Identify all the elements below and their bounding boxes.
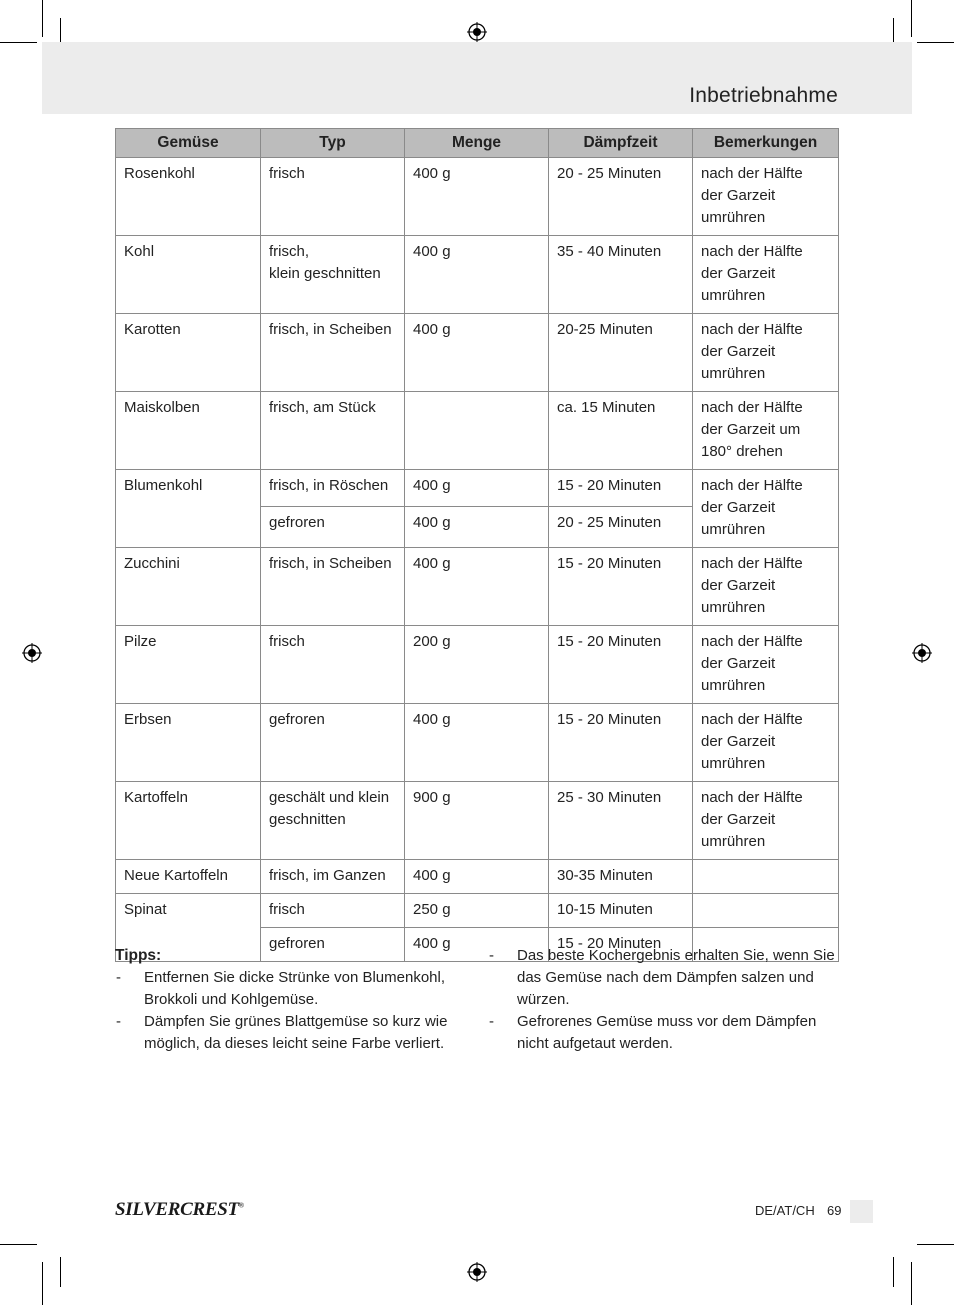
table-row [116,782,839,860]
cell-gemuese: Maiskolben [116,392,261,470]
page-number: 69 [827,1203,842,1218]
tip-item [115,1011,460,1055]
registration-mark-icon [22,643,42,663]
cell-gemuese: Erbsen [116,704,261,782]
crop-mark [0,1244,37,1245]
cell-zeit: 35 - 40 Minuten [549,236,693,314]
cell-typ: frisch [261,158,405,236]
cell-gemuese: Zucchini [116,548,261,626]
tip-text: Dämpfen Sie grünes Blattgemüse so kurz wie möglich, da dieses leicht seine Farbe verliert. [144,1013,448,1052]
cell-menge: 400 g [405,860,549,894]
cell-menge [405,392,549,470]
crop-mark [893,1257,894,1287]
cell-zeit: ca. 15 Minuten [549,392,693,470]
cell-typ: frisch, in Scheiben [261,548,405,626]
tips-left-column [115,945,460,1055]
tips-right-column [488,945,840,1055]
cell-menge: 400 g [405,236,549,314]
table-row [116,626,839,704]
cell-menge: 400 g [405,704,549,782]
steaming-table [115,128,839,962]
cell-menge: 250 g [405,894,549,928]
cell-typ: frisch, klein geschnitten [261,236,405,314]
cell-bemerkung: nach der Hälfte der Garzeit umrühren [693,158,839,236]
cell-zeit: 15 - 20 Minuten [549,928,693,962]
crop-mark [917,1244,954,1245]
table-header-row [116,129,839,158]
table-row [116,236,839,314]
cell-typ: gefroren [261,507,405,548]
cell-bemerkung [693,860,839,894]
cell-menge: 400 g [405,928,549,962]
cell-zeit: 15 - 20 Minuten [549,626,693,704]
tip-text: Das beste Kochergebnis erhalten Sie, wenn Sie das Gemüse nach dem Dämpfen salzen und würzen. [517,947,835,1008]
tip-item [488,945,840,1011]
logo-registered-mark: ® [238,1201,244,1210]
logo-text: SILVERCREST [115,1199,239,1220]
cell-gemuese: Blumenkohl [116,470,261,548]
tip-item [115,967,460,1011]
tips-title: Tipps: [115,947,162,964]
registration-mark-icon [467,1262,487,1282]
table-row [116,894,839,928]
page-title: Inbetriebnahme [689,84,838,107]
cell-bemerkung: nach der Hälfte der Garzeit um 180° drehen [693,392,839,470]
cell-menge: 400 g [405,507,549,548]
column-header-bemerkungen: Bemerkungen [693,129,839,158]
cell-typ: frisch, in Röschen [261,470,405,507]
cell-gemuese: Spinat [116,894,261,962]
crop-mark [60,1257,61,1287]
cell-bemerkung: nach der Hälfte der Garzeit umrühren [693,704,839,782]
cell-gemuese: Pilze [116,626,261,704]
cell-zeit: 20 - 25 Minuten [549,507,693,548]
cell-zeit: 20 - 25 Minuten [549,158,693,236]
column-header-daempfzeit: Dämpfzeit [549,129,693,158]
cell-bemerkung: nach der Hälfte der Garzeit umrühren [693,314,839,392]
cell-typ: frisch, in Scheiben [261,314,405,392]
silvercrest-logo [115,1199,244,1221]
cell-menge: 400 g [405,158,549,236]
table-row [116,860,839,894]
table-row [116,548,839,626]
cell-typ: frisch, am Stück [261,392,405,470]
table-row [116,314,839,392]
cell-typ: frisch, im Ganzen [261,860,405,894]
table-row [116,158,839,236]
cell-gemuese: Rosenkohl [116,158,261,236]
crop-mark [911,1262,912,1305]
registration-mark-icon [912,643,932,663]
cell-zeit: 15 - 20 Minuten [549,548,693,626]
registration-mark-icon [467,22,487,42]
cell-gemuese: Kohl [116,236,261,314]
tip-text: Entfernen Sie dicke Strünke von Blumenkohl, Brokkoli und Kohlgemüse. [144,969,446,1008]
cell-menge: 400 g [405,470,549,507]
crop-mark [911,0,912,37]
cell-menge: 900 g [405,782,549,860]
cell-menge: 200 g [405,626,549,704]
cell-zeit: 15 - 20 Minuten [549,470,693,507]
cell-typ: frisch [261,626,405,704]
cell-zeit: 15 - 20 Minuten [549,704,693,782]
cell-zeit: 20-25 Minuten [549,314,693,392]
column-header-typ: Typ [261,129,405,158]
cell-bemerkung: nach der Hälfte der Garzeit umrühren [693,470,839,548]
cell-gemuese: Neue Kartoffeln [116,860,261,894]
table-row [116,470,839,507]
cell-zeit: 25 - 30 Minuten [549,782,693,860]
crop-mark [42,1262,43,1305]
cell-menge: 400 g [405,548,549,626]
cell-bemerkung: nach der Hälfte der Garzeit umrühren [693,236,839,314]
footer-locale: DE/AT/CH [755,1203,815,1218]
table-row [116,392,839,470]
crop-mark [42,0,43,37]
cell-menge: 400 g [405,314,549,392]
page-number-box [850,1200,873,1223]
cell-gemuese: Kartoffeln [116,782,261,860]
cell-zeit: 10-15 Minuten [549,894,693,928]
cell-bemerkung: nach der Hälfte der Garzeit umrühren [693,548,839,626]
column-header-gemuese: Gemüse [116,129,261,158]
tip-dash: - [116,1013,121,1030]
crop-mark [917,42,954,43]
tip-text: Gefrorenes Gemüse muss vor dem Dämpfen nicht aufgetaut werden. [517,1013,817,1052]
cell-gemuese: Karotten [116,314,261,392]
cell-bemerkung [693,894,839,928]
column-header-menge: Menge [405,129,549,158]
tip-dash: - [489,947,494,964]
crop-mark [0,42,37,43]
cell-typ: geschält und klein geschnitten [261,782,405,860]
cell-typ: gefroren [261,704,405,782]
cell-bemerkung: nach der Hälfte der Garzeit umrühren [693,626,839,704]
table-row [116,704,839,782]
cell-typ: frisch [261,894,405,928]
cell-zeit: 30-35 Minuten [549,860,693,894]
tip-dash: - [116,969,121,986]
tip-item [488,1011,840,1055]
cell-typ: gefroren [261,928,405,962]
tip-dash: - [489,1013,494,1030]
cell-bemerkung: nach der Hälfte der Garzeit umrühren [693,782,839,860]
